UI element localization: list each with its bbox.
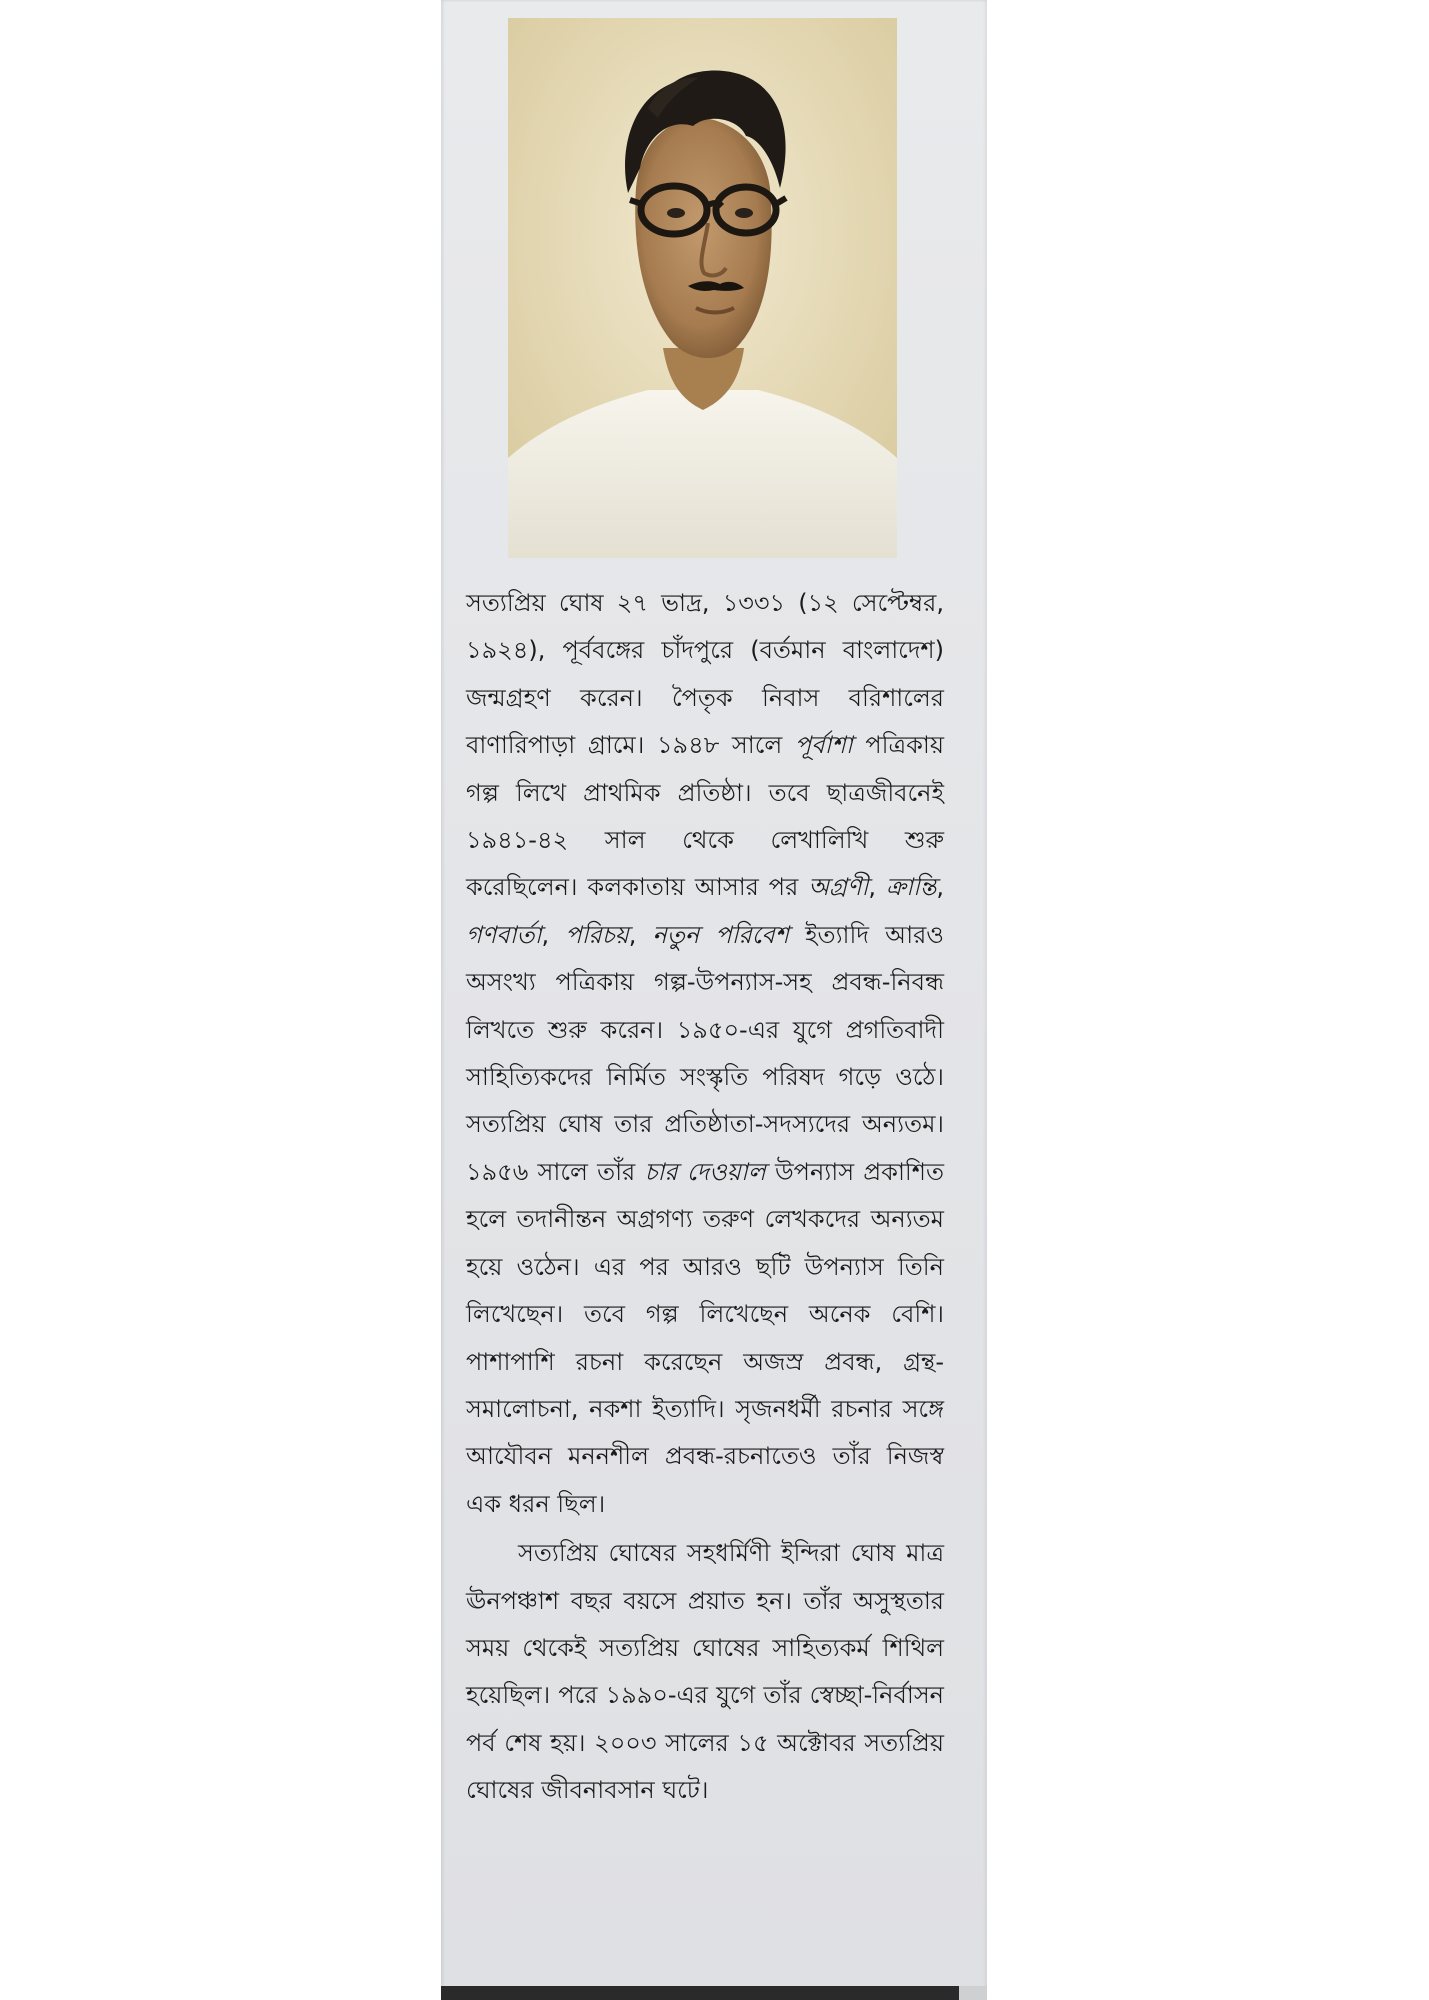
separator: , xyxy=(868,873,886,902)
magazine-title: গণবার্তা xyxy=(466,920,542,949)
magazine-title: নতুন পরিবেশ xyxy=(652,920,789,949)
author-biography xyxy=(466,580,944,1815)
flap-bottom-edge xyxy=(441,1986,987,2000)
bio-paragraph-2: সত্যপ্রিয় ঘোষের সহধর্মিণী ইন্দিরা ঘোষ মাত্র ঊনপঞ্চাশ বছর বয়সে প্রয়াত হন। তাঁর অসুস্থতার সময় থেকেই সত্যপ্রিয় ঘোষের সাহিত্যকর্ম শিথিল হয়েছিল। পরে ১৯৯০-এর যুগে তাঁর স্বেচ্ছা-নির্বাসন পর্ব শেষ হয়। ২০০৩ সালের ১৫ অক্টোবর সত্যপ্রিয় ঘোষের জীবনাবসান ঘটে। xyxy=(466,1539,944,1805)
bio-text: সত্যপ্রিয় ঘোষ ২৭ ভাদ্র, ১৩৩১ (১২ সেপ্টেম্বর, ১৯২৪), পূর্ববঙ্গের চাঁদপুরে (বর্তমান বাংলাদেশ) জন্মগ্রহণ করেন। পৈতৃক নিবাস বরিশালের বাণারিপাড়া গ্রামে। ১৯৪৮ সালে xyxy=(466,589,944,760)
magazine-title: পরিচয় xyxy=(565,920,629,949)
magazine-title: ক্রান্তি xyxy=(885,873,937,902)
bio-text: উপন্যাস প্রকাশিত হলে তদানীন্তন অগ্রগণ্য তরুণ লেখকদের অন্যতম হয়ে ওঠেন। এর পর আরও ছটি উপন্যাস তিনি লিখেছেন। তবে গল্প লিখেছেন অনেক বেশি। পাশাপাশি রচনা করেছেন অজস্র প্রবন্ধ, গ্রন্থ-সমালোচনা, নকশা ইত্যাদি। সৃজনধর্মী রচনার সঙ্গে আযৌবন মননশীল প্রবন্ধ-রচনাতেও তাঁর নিজস্ব এক ধরন ছিল। xyxy=(466,1157,944,1518)
bio-text: পত্রিকায় গল্প লিখে প্রাথমিক প্রতিষ্ঠা। তবে ছাত্রজীবনেই ১৯৪১-৪২ সাল থেকে লেখালিখি শুরু করেছিলেন। কলকাতায় আসার পর xyxy=(466,731,945,902)
author-portrait xyxy=(508,18,897,558)
magazine-title: অগ্রণী xyxy=(808,873,869,902)
bio-paragraph-1 xyxy=(466,580,944,1528)
separator: , xyxy=(936,873,945,902)
bio-text: ইত্যাদি আরও অসংখ্য পত্রিকায় গল্প-উপন্যাস-সহ প্রবন্ধ-নিবন্ধ লিখতে শুরু করেন। ১৯৫০-এর যুগে প্রগতিবাদী সাহিত্যিকদের নির্মিত সংস্কৃতি পরিষদ গড়ে ওঠে। সত্যপ্রিয় ঘোষ তার প্রতিষ্ঠাতা-সদস্যদের অন্যতম। ১৯৫৬ সালে তাঁর xyxy=(466,920,944,1186)
page-corner xyxy=(959,1986,987,2000)
separator: , xyxy=(541,920,566,949)
novel-title: চার দেওয়াল xyxy=(644,1157,766,1186)
separator: , xyxy=(628,920,653,949)
magazine-title: পূর্বাশা xyxy=(794,731,853,760)
author-portrait-photo-icon xyxy=(508,18,897,558)
